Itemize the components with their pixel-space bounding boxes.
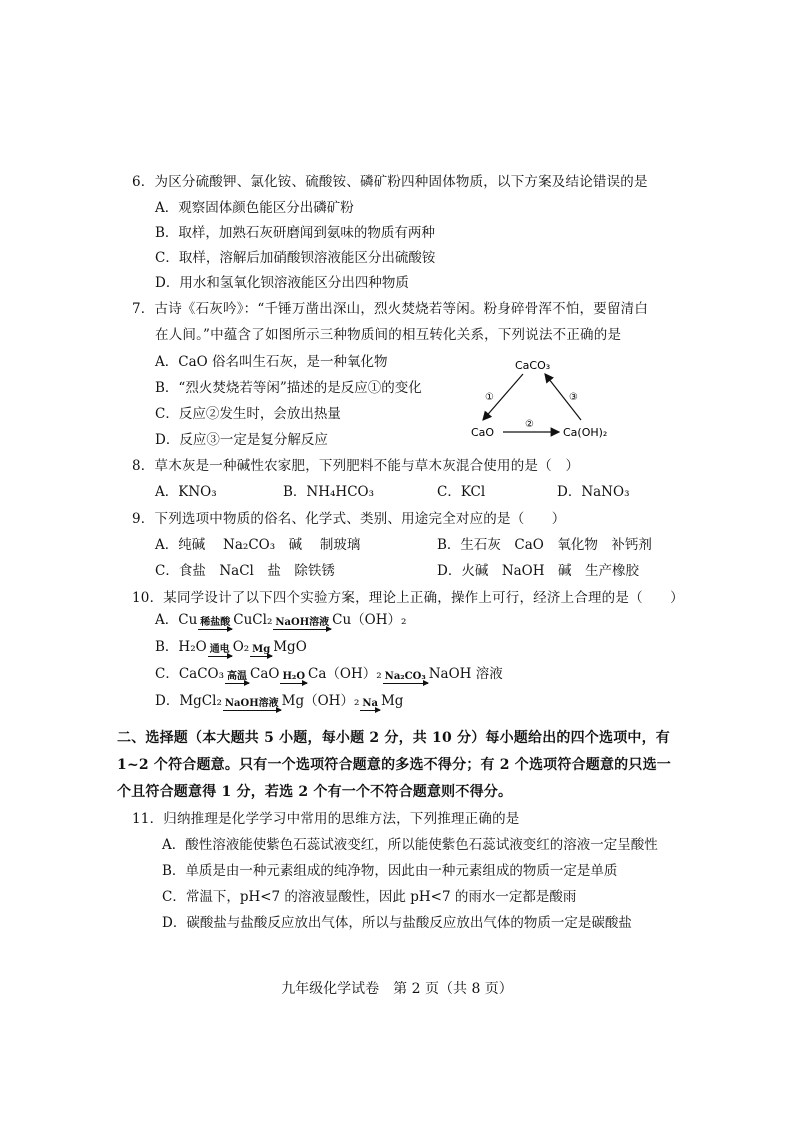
q10-option-d — [155, 691, 403, 711]
q8-option-a: A．KNO₃ — [155, 484, 217, 500]
q7-stem-line1: 7．古诗《石灰吟》：“千锤万凿出深山，烈火焚烧若等闲。粉身碎骨浑不怕，要留清白 — [132, 301, 649, 317]
q10b-label: B． — [155, 639, 179, 655]
calcium-cycle-diagram — [465, 352, 625, 447]
q10b-s2: O₂ — [232, 639, 250, 655]
q11-option-d: D．碳酸盐与盐酸反应放出气体，所以与盐酸反应放出气体的物质一定是碳酸盐 — [162, 915, 632, 931]
q11-option-a: A．酸性溶液能使紫色石蕊试液变红，所以能使紫色石蕊试液变红的溶液一定呈酸性 — [162, 837, 658, 853]
page-footer: 九年级化学试卷 第 2 页（共 8 页） — [281, 981, 513, 997]
q10c-cond1: 高温 — [227, 671, 248, 682]
q10a-label: A． — [155, 612, 179, 628]
q7-stem-line2: 在人间。”中蕴含了如图所示三种物质间的相互转化关系，下列说法不正确的是 — [155, 327, 622, 343]
q10c-s1: CaCO₃ — [178, 666, 225, 682]
q10-option-a — [155, 610, 406, 630]
q10-option-b — [155, 637, 307, 657]
section2-line3: 个且符合题意得 1 分，若选 2 个有一个不符合题意则不得分。 — [117, 784, 513, 800]
q9-option-c: C．食盐 NaCl 盐 除铁锈 — [155, 563, 335, 579]
q8-stem: 8．草木灰是一种碱性农家肥，下列肥料不能与草木灰混合使用的是（ ） — [132, 458, 580, 474]
q8-option-d: D．NaNO₃ — [557, 484, 630, 500]
q10-stem: 10．某同学设计了以下四个实验方案，理论上正确，操作上可行，经济上合理的是（ ） — [132, 590, 684, 606]
q10a-s2: CuCl₂ — [233, 612, 273, 628]
q9-option-d: D．火碱 NaOH 碱 生产橡胶 — [437, 563, 640, 579]
q10d-s2: Mg（OH）₂ — [281, 693, 360, 709]
q10a-cond2: NaOH溶液 — [275, 617, 330, 628]
section2-line2: 1~2 个符合题意。只有一个选项符合题意的多选不得分；有 2 个选项符合题意的只选一 — [117, 757, 671, 773]
q10d-s1: MgCl₂ — [179, 693, 222, 709]
q8-option-b: B．NH₄HCO₃ — [283, 484, 374, 500]
q10c-label: C． — [155, 666, 179, 682]
q10b-s1: H₂O — [178, 639, 207, 655]
q10d-s3: Mg — [380, 693, 404, 709]
q10c-cond2: H₂O — [282, 671, 306, 682]
diagram-label-2: ② — [525, 419, 534, 430]
q10a-s3: Cu（OH）₂ — [332, 612, 407, 628]
q10b-cond1: 通电 — [209, 644, 230, 655]
q10c-cond3: Na₂CO₃ — [384, 671, 426, 682]
diagram-node-cao: CaO — [471, 426, 495, 439]
q7-option-c: C．反应②发生时，会放出热量 — [155, 406, 341, 422]
q9-option-b: B．生石灰 CaO 氧化物 补钙剂 — [437, 537, 652, 553]
q10c-s3: Ca（OH）₂ — [308, 666, 382, 682]
q7-option-b: B．“烈火焚烧若等闲”描述的是反应①的变化 — [155, 380, 422, 396]
q10a-cond1: 稀盐酸 — [200, 617, 231, 628]
q7-option-a: A．CaO 俗名叫生石灰，是一种氧化物 — [155, 354, 388, 370]
q7-option-d: D．反应③一定是复分解反应 — [155, 432, 328, 448]
q10d-cond1: NaOH溶液 — [224, 698, 279, 709]
q10a-s1: Cu — [178, 612, 198, 628]
diagram-node-caoh2: Ca(OH)₂ — [563, 426, 608, 439]
q10b-s3: MgO — [273, 639, 307, 655]
q10b-cond2: Mg — [252, 644, 271, 655]
section2-line1: 二、选择题（本大题共 5 小题，每小题 2 分，共 10 分）每小题给出的四个选项中，有 — [117, 730, 671, 746]
q6-stem: 6．为区分硫酸钾、氯化铵、硫酸铵、磷矿粉四种固体物质，以下方案及结论错误的是 — [132, 174, 648, 190]
q10d-label: D． — [155, 693, 180, 709]
q9-option-a: A．纯碱 Na₂CO₃ 碱 制玻璃 — [155, 537, 361, 553]
diagram-label-3: ③ — [569, 392, 578, 403]
q6-option-b: B．取样，加熟石灰研磨闻到氨味的物质有两种 — [155, 225, 435, 241]
q11-option-c: C．常温下，pH<7 的溶液显酸性，因此 pH<7 的雨水一定都是酸雨 — [162, 889, 577, 905]
q10d-cond2: Na — [362, 698, 378, 709]
q6-option-d: D．用水和氢氧化钡溶液能区分出四种物质 — [155, 275, 409, 291]
q10c-s4: NaOH 溶液 — [428, 666, 503, 682]
diagram-node-caco3: CaCO₃ — [515, 359, 551, 372]
q11-option-b: B．单质是由一种元素组成的纯净物，因此由一种元素组成的物质一定是单质 — [162, 863, 618, 879]
q11-stem: 11．归纳推理是化学学习中常用的思维方法，下列推理正确的是 — [132, 811, 520, 827]
q6-option-a: A．观察固体颜色能区分出磷矿粉 — [155, 200, 354, 216]
q10-option-c — [155, 664, 503, 684]
diagram-label-1: ① — [485, 392, 494, 403]
q10c-s2: CaO — [250, 666, 280, 682]
q6-option-c: C．取样，溶解后加硝酸钡溶液能区分出硫酸铵 — [155, 250, 436, 266]
q8-option-c: C．KCl — [437, 484, 486, 500]
q9-stem: 9．下列选项中物质的俗名、化学式、类别、用途完全对应的是（ ） — [132, 511, 566, 527]
